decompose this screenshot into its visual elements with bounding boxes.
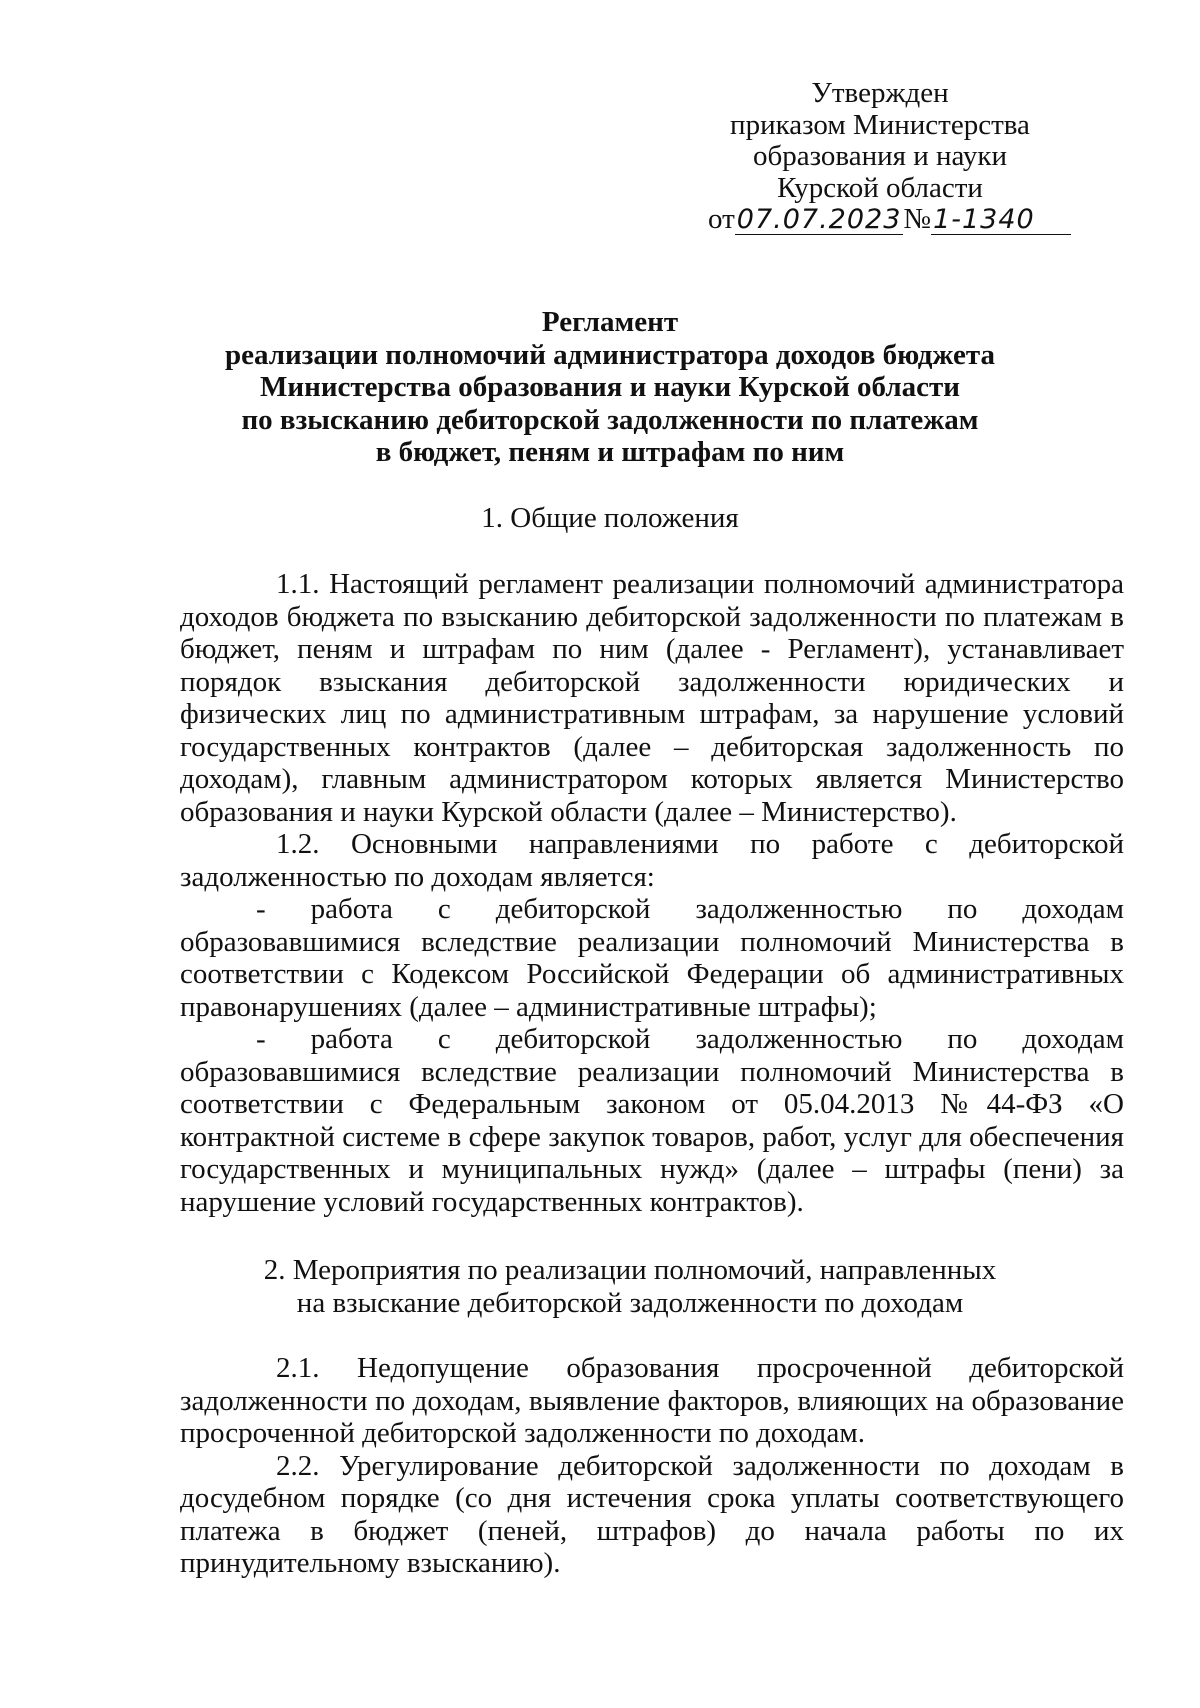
handwritten-number: 1-1340 — [931, 206, 1071, 235]
number-prefix: № — [903, 203, 932, 235]
list-item: - работа с дебиторской задолженностью по доходам образовавшимися вследствие реализации полномочий Министерства в соответствии с Федеральным законом от 05.04.2013 №44-ФЗ «О контрактной системе в сфере закупок товаров, работ, услуг для обеспечения государственных и муниципальных нужд» (далее – штрафы (пени) за нарушение условий государственных контрактов). — [180, 1023, 1124, 1218]
order-date-number — [690, 204, 1070, 236]
paragraph-2-2: 2.2. Урегулирование дебиторской задолженности по доходам в досудебном порядке (со дня истечения срока уплаты соответствующего платежа в бюджет (пеней, штрафов) до начала работы по их принудительному взысканию). — [180, 1449, 1124, 1579]
title-line: по взысканию дебиторской задолженности по платежам — [241, 403, 979, 436]
approval-line: приказом Министерства — [730, 108, 1030, 141]
title-line: Министерства образования и науки Курской области — [260, 371, 960, 403]
section-heading-text: на взыскание дебиторской задолженности по доходам — [296, 1286, 964, 1319]
list-item: - работа с дебиторской задолженностью по доходам образовавшимися вследствие реализации полномочий Министерства в соответствии с Кодексом Российской Федерации об административных правонарушениях (далее – административные штрафы); — [180, 893, 1124, 1023]
document-title — [180, 306, 1040, 469]
approval-line: Курской области — [777, 171, 983, 204]
paragraph-1-2: 1.2. Основными направлениями по работе с дебиторской задолженностью по доходам является: — [180, 828, 1124, 893]
paragraph-1-1: 1.1. Настоящий регламент реализации полномочий администратора доходов бюджета по взысканию дебиторской задолженности по платежам в бюджет, пеням и штрафам по ним (далее - Регламент), устанавливает порядок взыскания дебиторской задолженности юридических и физических лиц по административным штрафам, за нарушение условий государственных контрактов (далее – дебиторская задолженность по доходам), главным администратором которых является Министерство образования и науки Курской области (далее – Министерство). — [180, 568, 1124, 828]
title-line: в бюджет, пеням и штрафам по ним — [375, 436, 845, 468]
paragraph-2-1: 2.1. Недопущение образования просроченной дебиторской задолженности по доходам, выявление факторов, влияющих на образование просроченной дебиторской задолженности по доходам. — [180, 1352, 1124, 1449]
date-prefix: от — [708, 203, 735, 235]
approval-line: образования и науки — [752, 140, 1008, 172]
section-2-heading — [200, 1254, 1060, 1319]
section-1-heading — [180, 502, 1040, 535]
handwritten-date: 07.07.2023 — [736, 204, 902, 235]
section-heading-text: 2. Мероприятия по реализации полномочий, направленных — [263, 1254, 997, 1286]
section-2-body — [180, 1352, 1124, 1580]
approval-line: Утвержден — [811, 77, 949, 109]
approval-stamp-block — [690, 78, 1070, 236]
title-line: реализации полномочий администратора доходов бюджета — [225, 338, 995, 371]
section-1-body — [180, 568, 1124, 1218]
title-line: Регламент — [541, 306, 679, 338]
section-heading-text: 1. Общие положения — [481, 502, 739, 534]
